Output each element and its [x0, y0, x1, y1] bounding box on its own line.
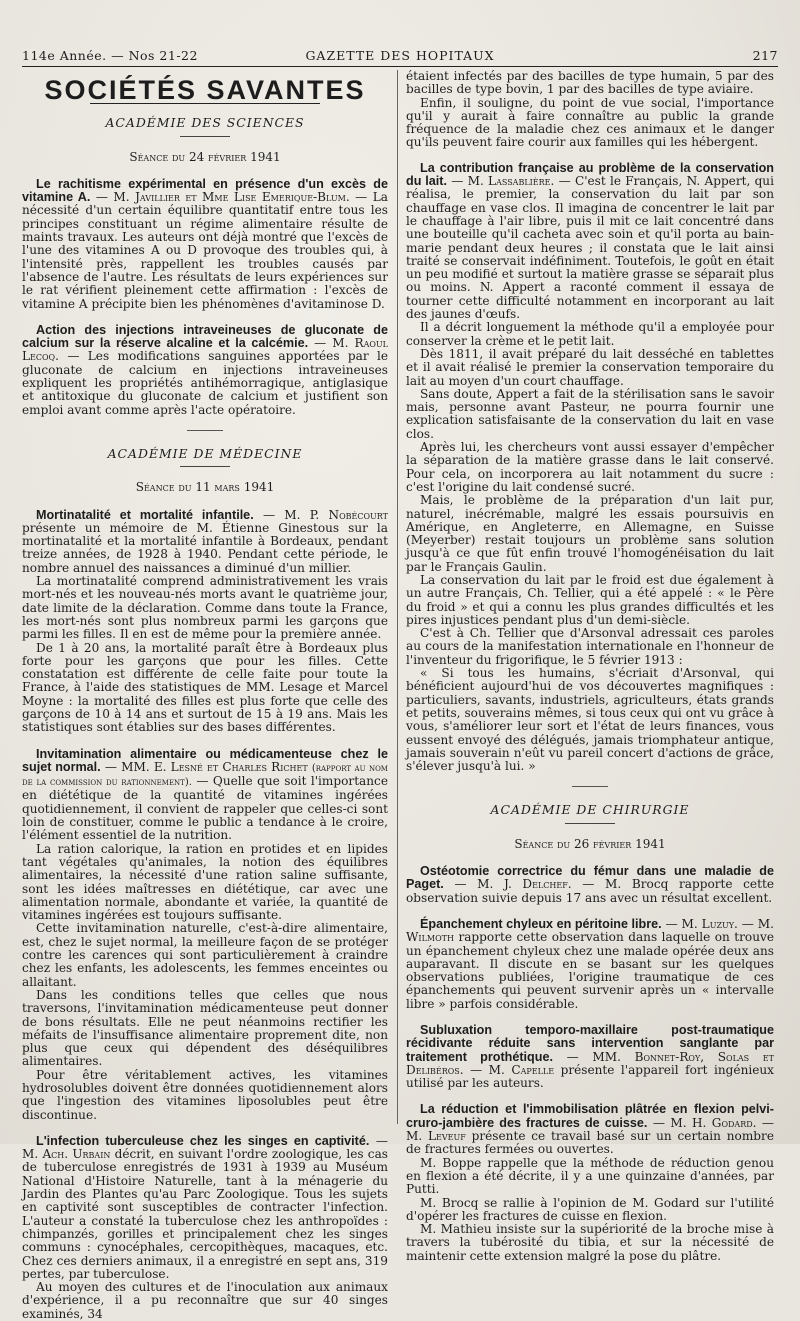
article-conservation-lait [406, 162, 774, 774]
article-paragraph: M. Brocq se rallie à l'opinion de M. Godard sur l'utilité d'opérer les fractures de cuisse en flexion. [406, 1195, 774, 1223]
seance-date: Séance du 26 février 1941 [514, 836, 666, 851]
page-number: 217 [752, 48, 778, 63]
academy-sciences-heading: ACADÉMIE DES SCIENCES [105, 115, 305, 131]
article-paragraph: De 1 à 20 ans, la mortalité paraît être à Bordeaux plus forte pour les garçons que pour les filles. Cette constatation est différente de celle faite pour toute la France, à l'aide des statistiques de MM. Lesage et Marcel Moyne : la mortalité des filles est plus forte que celle des garçons de 10 à 14 ans et surtout de 15 à 19 ans. Mais les statistiques sont établies sur des bases différentes. [22, 640, 388, 735]
article-note: (rapport au nom de la commission du rationnement). [22, 762, 388, 789]
article-paragraph: Dès 1811, il avait préparé du lait desséché en tablettes et il avait réalisé le premier la conservation temporaire du lait au moyen d'un court chauffage. [406, 346, 774, 388]
article-paragraph: M. Mathieu insiste sur la supériorité de la broche mise à travers la tubérosité du tibia, et sur la nécessité de maintenir cette extension malgré la pose du plâtre. [406, 1222, 774, 1263]
article-heading: Le rachitisme expérimental en présence d'un excès de vitamine A. [22, 176, 388, 205]
article-epanchement [406, 918, 774, 1011]
article-subluxation [406, 1024, 774, 1090]
article-paragraph: C'est à Ch. Tellier que d'Arsonval adressait ces paroles au cours de la manifestation internationale en l'honneur de l'inventeur du frigorifique, le 5 février 1913 : [406, 626, 774, 667]
academy-rule [565, 823, 615, 824]
right-column [406, 69, 774, 1263]
article-heading: Épanchement chyleux en péritoine libre. [420, 916, 662, 931]
journal-title: GAZETTE DES HOPITAUX [305, 48, 495, 63]
section-separator [187, 430, 223, 431]
article-authors: — M. J. Delchef. [454, 877, 572, 892]
article-heading: L'infection tuberculeuse chez les singes en captivité. [36, 1133, 370, 1148]
article-rachitisme [22, 178, 388, 311]
article-paragraph: Mais, le problème de la préparation d'un lait pur, naturel, inécrémable, malgré les essais poursuivis en Amérique, en Angleterre, en Allemagne, en Suisse (Meyerber) restait toujours un problème sans solution jusqu'à ce que fût enfin trouvé l'homogénéisation du lait par le Français Gaulin. [406, 493, 774, 574]
article-body: — M. Brocq rapporte cette observation suivie depuis 17 ans avec un résultat excellent. [406, 877, 774, 905]
article-paragraph: M. Boppe rappelle que la méthode de réduction genou en flexion a été décrite, il y a une quinzaine d'années, par Putti. [406, 1155, 774, 1197]
article-heading: La contribution française au problème de la conservation du lait. [406, 160, 774, 189]
article-authors: — M. H. Godard. — M. Leveuf [406, 1115, 774, 1144]
article-body: — Les modifications sanguines apportées par le gluconate de calcium en injections intraveineuses expliquent les propriétés antihémorragique, antiglasique et antitoxique du gluconate de calcium et justifient son emploi avant comme après l'acte opératoire. [22, 349, 388, 417]
article-authors: — M. Luzuy. — M. Wilmoth [406, 916, 774, 945]
article-authors: — M. P. Nobécourt [262, 507, 388, 522]
article-body: — C'est le Français, N. Appert, qui réalisa, le premier, la conservation du lait par son chauffage en vase clos. Il imagina de concentrer le lait par le chauffage à l'air libre, puis il mit ce lait concentré dans une bouteille qu'il cacheta avec soin et qu'il porta au bain-marie pendant deux heures ; il constata que le lait ainsi traité se conservait indéfiniment. Toutefois, le goût en était un peu modifié et surtout la matière grasse se séparait plus ou moins. N. Appert a raconté comment il essaya de tourner cette difficulté notamment en incorporant au lait des jaunes d'œufs. [406, 174, 774, 322]
article-body: présente l'appareil fort ingénieux utilisé par les auteurs. [406, 1062, 774, 1091]
article-authors: — MM. Bonnet-Roy, Solas et Delibéros. — M. Capelle [406, 1049, 774, 1077]
article-paragraph: Sans doute, Appert a fait de la stérilisation sans le savoir mais, personne avant Pasteur, ne pourra fournir une explication satisfaisante de la conservation du lait en vase clos. [406, 386, 774, 441]
article-paragraph: Enfin, il souligne, du point de vue social, l'importance qu'il y aurait à faire connaître au public la grande fréquence de la maladie chez ces animaux et le danger qu'ils peuvent faire courir aux familles qui les hébergent. [406, 95, 774, 150]
article-paragraph: Cette invitamination naturelle, c'est-à-dire alimentaire, est, chez le sujet normal, la meilleure façon de se protéger contre les carences qui sont particulièrement à craindre chez les enfants, les adolescents, les femmes enceintes ou allaitant. [22, 921, 388, 989]
header-rule [22, 66, 778, 67]
seance-date: Séance du 11 mars 1941 [135, 480, 275, 495]
article-body: rapporte cette observation dans laquelle on trouve un épanchement chyleux chez une malade opérée deux ans auparavant. Il discute en se basant sur les quelques observations publiées, l'origine traumatique de ces épanchements qui peuvent survenir après un « intervalle libre » parfois considérable. [406, 930, 774, 1011]
article-heading: Mortinatalité et mortalité infantile. [36, 507, 254, 522]
article-paragraph: La ration calorique, la ration en protides et en lipides tant végétales qu'animales, la notion des équilibres alimentaires, la nécessité d'une ration saline suffisante, sont les idées maîtresses en diététique, car avec une alimentation normale, abondante et variée, la quantité de vitamines ingérées est toujours suffisante. [22, 841, 388, 923]
article-osteotomie [406, 865, 774, 905]
article-paragraph: Il a décrit longuement la méthode qu'il a employée pour conserver la crème et le petit lait. [406, 320, 774, 348]
academy-medecine-heading: ACADÉMIE DE MÉDECINE [107, 445, 303, 461]
article-quote: « Si tous les humains, s'écriait d'Arsonval, qui bénéficient aujourd'hui de vos découvertes magnifiques : particuliers, savants, industriels, agriculteurs, états grands et petits, souverains mêmes, si tous ceux qui ont vu grâce à vous, s'améliorer leur sort et l'état de leurs finances, vous eussent envoyé des délégués, jamais triomphateur antique, jamais souverain n'eût vu pareil concert d'actions de grâce, s'élever jusqu'à lui. » [406, 666, 774, 774]
article-gluconate [22, 324, 388, 417]
article-authors: — M. Raoul Lecoq. [22, 336, 388, 364]
academy-chirurgie-heading: ACADÉMIE DE CHIRURGIE [490, 802, 690, 818]
article-paragraph: La conservation du lait par le froid est due également à un autre Français, Ch. Tellier, qui a été appelé : « le Père du froid » et qui a connu les plus grandes difficultés et les pires injustices pendant plus d'un demi-siècle. [406, 572, 774, 627]
article-invitamination [22, 748, 388, 1122]
article-authors: — M. Ach. Urbain [22, 1133, 388, 1162]
article-body: présente ce travail basé sur un certain nombre de fractures fermées ou ouvertes. [406, 1129, 774, 1157]
section-separator [572, 786, 608, 787]
article-mortinatalite [22, 509, 388, 735]
article-paragraph: Dans les conditions telles que celles que nous traversons, l'invitamination médicamenteuse peut donner de bons résultats. Elle ne peut néanmoins rectifier les méfaits de l'insuffisance alimentaire proprement dite, non plus que ceux qui dépendent des déséquilibres alimentaires. [22, 987, 388, 1069]
article-authors: — MM. E. Lesné et Charles Richet [104, 759, 308, 774]
issue-number: 114e Année. — Nos 21-22 [22, 48, 198, 63]
article-authors: — M. Lassablière. [451, 174, 555, 189]
article-paragraph: Au moyen des cultures et de l'inoculation aux animaux d'expérience, il a pu reconnaître que sur 40 singes examinés, 34 [22, 1280, 388, 1321]
article-paragraph: Pour être véritablement actives, les vitamines hydrosolubles doivent être données quotidiennement alors que l'ingestion des vitamines liposolubles peut être discontinue. [22, 1067, 388, 1122]
section-title: SOCIÉTÉS SAVANTES [44, 75, 366, 105]
article-singes [22, 1135, 388, 1321]
academy-rule [180, 136, 230, 137]
article-heading: Action des injections intraveineuses de gluconate de calcium sur la réserve alcaline et la calcémie. [22, 322, 388, 351]
article-heading: La réduction et l'immobilisation plâtrée en flexion pelvi-cruro-jambière des fractures de cuisse. [406, 1102, 774, 1130]
running-head [22, 48, 778, 66]
academy-rule [180, 466, 230, 467]
article-body: — La nécessité d'un certain équilibre quantitatif entre tous les principes constituant un régime alimentaire résulte de maints travaux. Les auteurs ont déjà montré que l'excès de l'une des vitamines A ou D provoque des troubles qui, à l'intensité près, rappellent les troubles causés par l'absence de l'autre. Les résultats de leurs expériences sur le rat vérifient pleinement cette affirmation : l'excès de vitamine A précipite bien les phénomènes d'avitaminose D. [22, 190, 388, 311]
article-heading: Ostéotomie correctrice du fémur dans une maladie de Paget. [406, 864, 774, 892]
article-paragraph: étaient infectés par des bacilles de type humain, 5 par des bacilles de type bovin, 1 par des bacilles de type aviaire. [406, 69, 774, 97]
article-heading: Invitamination alimentaire ou médicamenteuse chez le sujet normal. [22, 746, 388, 774]
article-fractures-cuisse [406, 1103, 774, 1263]
article-paragraph: Après lui, les chercheurs vont aussi essayer d'empêcher la séparation de la matière grasse dans le lait conservé. Pour cela, on incorporera au lait notamment du sucre : c'est l'origine du lait condensé sucré. [406, 440, 774, 494]
article-body: présente un mémoire de M. Étienne Ginestous sur la mortinatalité et la mortalité infantile à Bordeaux, pendant treize années, de 1928 à 1940. Pendant cette période, le nombre annuel des naissances a diminué d'un millier. [22, 520, 388, 575]
left-column [22, 70, 388, 1321]
seance-date: Séance du 24 février 1941 [129, 149, 281, 164]
article-paragraph: La mortinatalité comprend administrativement les vrais mort-nés et les nouveau-nés morts avant le quatrième jour, date limite de la déclaration. Comme dans toute la France, les mort-nés sont plus nombreux parmi les garçons que parmi les filles. Il en est de même pour la première année. [22, 574, 388, 642]
article-heading: Subluxation temporo-maxillaire post-traumatique récidivante réduite sans intervention sanglante par traitement prothétique. [406, 1023, 774, 1064]
article-body: — Quelle que soit l'importance en diététique de la quantité de vitamines ingérées quotidiennement, il convient de rappeler que celles-ci sont loin de constituer, comme le public a tendance à le croire, l'élément essentiel de la nutrition. [22, 774, 388, 843]
article-body: décrit, en suivant l'ordre zoologique, les cas de tuberculose enregistrés de 1931 à 1939 au Muséum National d'Histoire Naturelle, tant à la ménagerie du Jardin des Plantes qu'au Parc Zoologique. Tous les sujets en captivité sont susceptibles de contracter l'infection. L'auteur a constaté la tuberculose chez les anthropoïdes : chimpanzés, gorilles et principalement chez les singes communs : cynocéphales, cercopithèques, macaques, etc. Chez ces derniers animaux, il a enregistré en sept ans, 319 pertes, par tuberculose. [22, 1147, 388, 1281]
article-authors: — M. Javillier et Mme Lise Emerique-Blum. [95, 190, 350, 205]
column-divider [397, 70, 398, 1124]
